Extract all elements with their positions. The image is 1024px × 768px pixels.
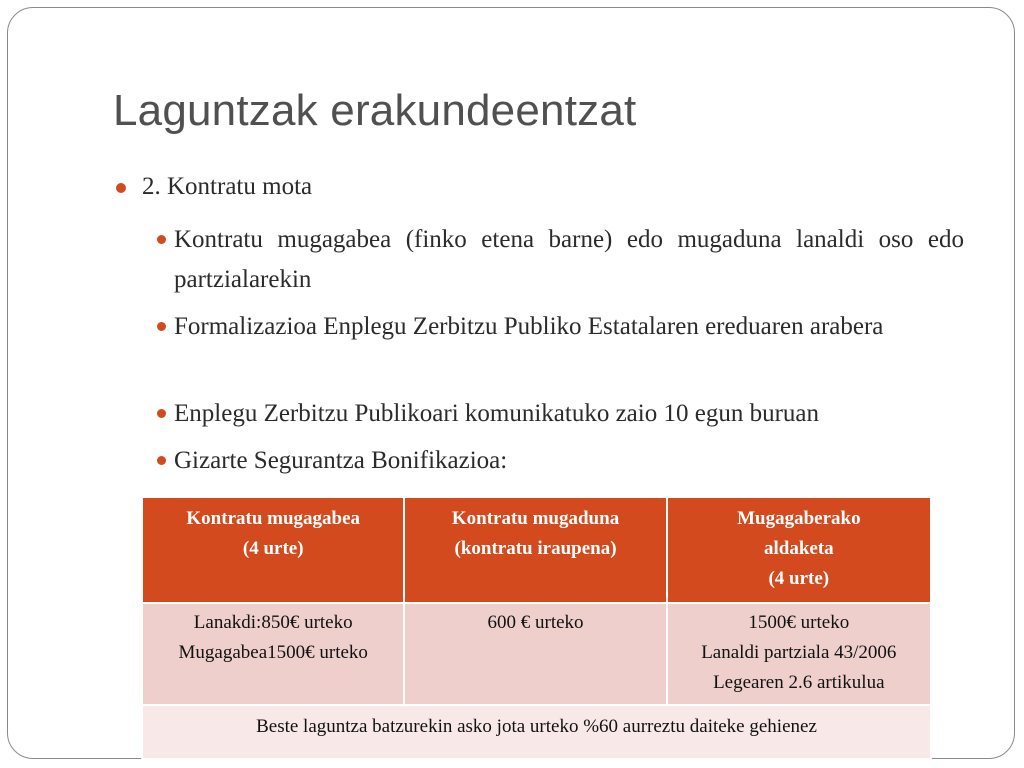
bullet-dot-icon [157, 456, 166, 465]
cell-line: Mugagabea1500€ urteko [178, 642, 368, 663]
header-line: aldaketa [763, 538, 834, 559]
cell-fixed-term-amount [404, 603, 666, 705]
header-line: (4 urte) [242, 538, 304, 559]
table-header-row [142, 497, 931, 603]
bullet-contract-type: Kontratu mugagabea (finko etena barne) edo mugaduna lanaldi oso edo partzialarekin [174, 226, 964, 293]
cell-line: 1500€ urteko [748, 612, 850, 633]
cell-indefinite-amounts [142, 603, 404, 705]
cell-conversion-amounts [667, 603, 931, 705]
cell-line: Lanaldi partziala 43/2006 [701, 642, 897, 663]
bullet-social-security: Gizarte Segurantza Bonifikazioa: [174, 447, 508, 474]
cell-line: Lanakdi:850€ urteko [193, 612, 353, 633]
cell-line: 600 € urteko [487, 612, 584, 633]
cell-line: Legearen 2.6 artikulua [713, 672, 885, 693]
header-line: Mugagaberako [737, 508, 861, 529]
bullet-communication: Enplegu Zerbitzu Publikoari komunikatuko zaio 10 egun buruan [174, 400, 819, 427]
header-indefinite-contract [142, 497, 404, 603]
bonus-table [141, 496, 932, 760]
bullet-dot-icon [157, 409, 166, 418]
table-row [142, 603, 931, 705]
slide-title: Laguntzak erakundeentzat [113, 86, 637, 135]
header-line: Kontratu mugagabea [186, 508, 361, 529]
header-fixed-term-contract [404, 497, 666, 603]
header-line: (kontratu iraupena) [454, 538, 617, 559]
bullet-dot-icon [157, 235, 166, 244]
bullet-formalization: Formalizazioa Enplegu Zerbitzu Publiko Estatalaren ereduaren arabera [174, 313, 884, 340]
bullet-dot-icon [116, 183, 126, 193]
header-conversion [667, 497, 931, 603]
table-footer-note: Beste laguntza batzurekin asko jota urteko %60 aurreztu daiteke gehienez [142, 705, 931, 759]
bullet-level1-text: 2. Kontratu mota [142, 173, 313, 200]
bullet-dot-icon [157, 322, 166, 331]
header-line: (4 urte) [768, 568, 830, 589]
header-line: Kontratu mugaduna [451, 508, 620, 529]
table-row [142, 705, 931, 759]
